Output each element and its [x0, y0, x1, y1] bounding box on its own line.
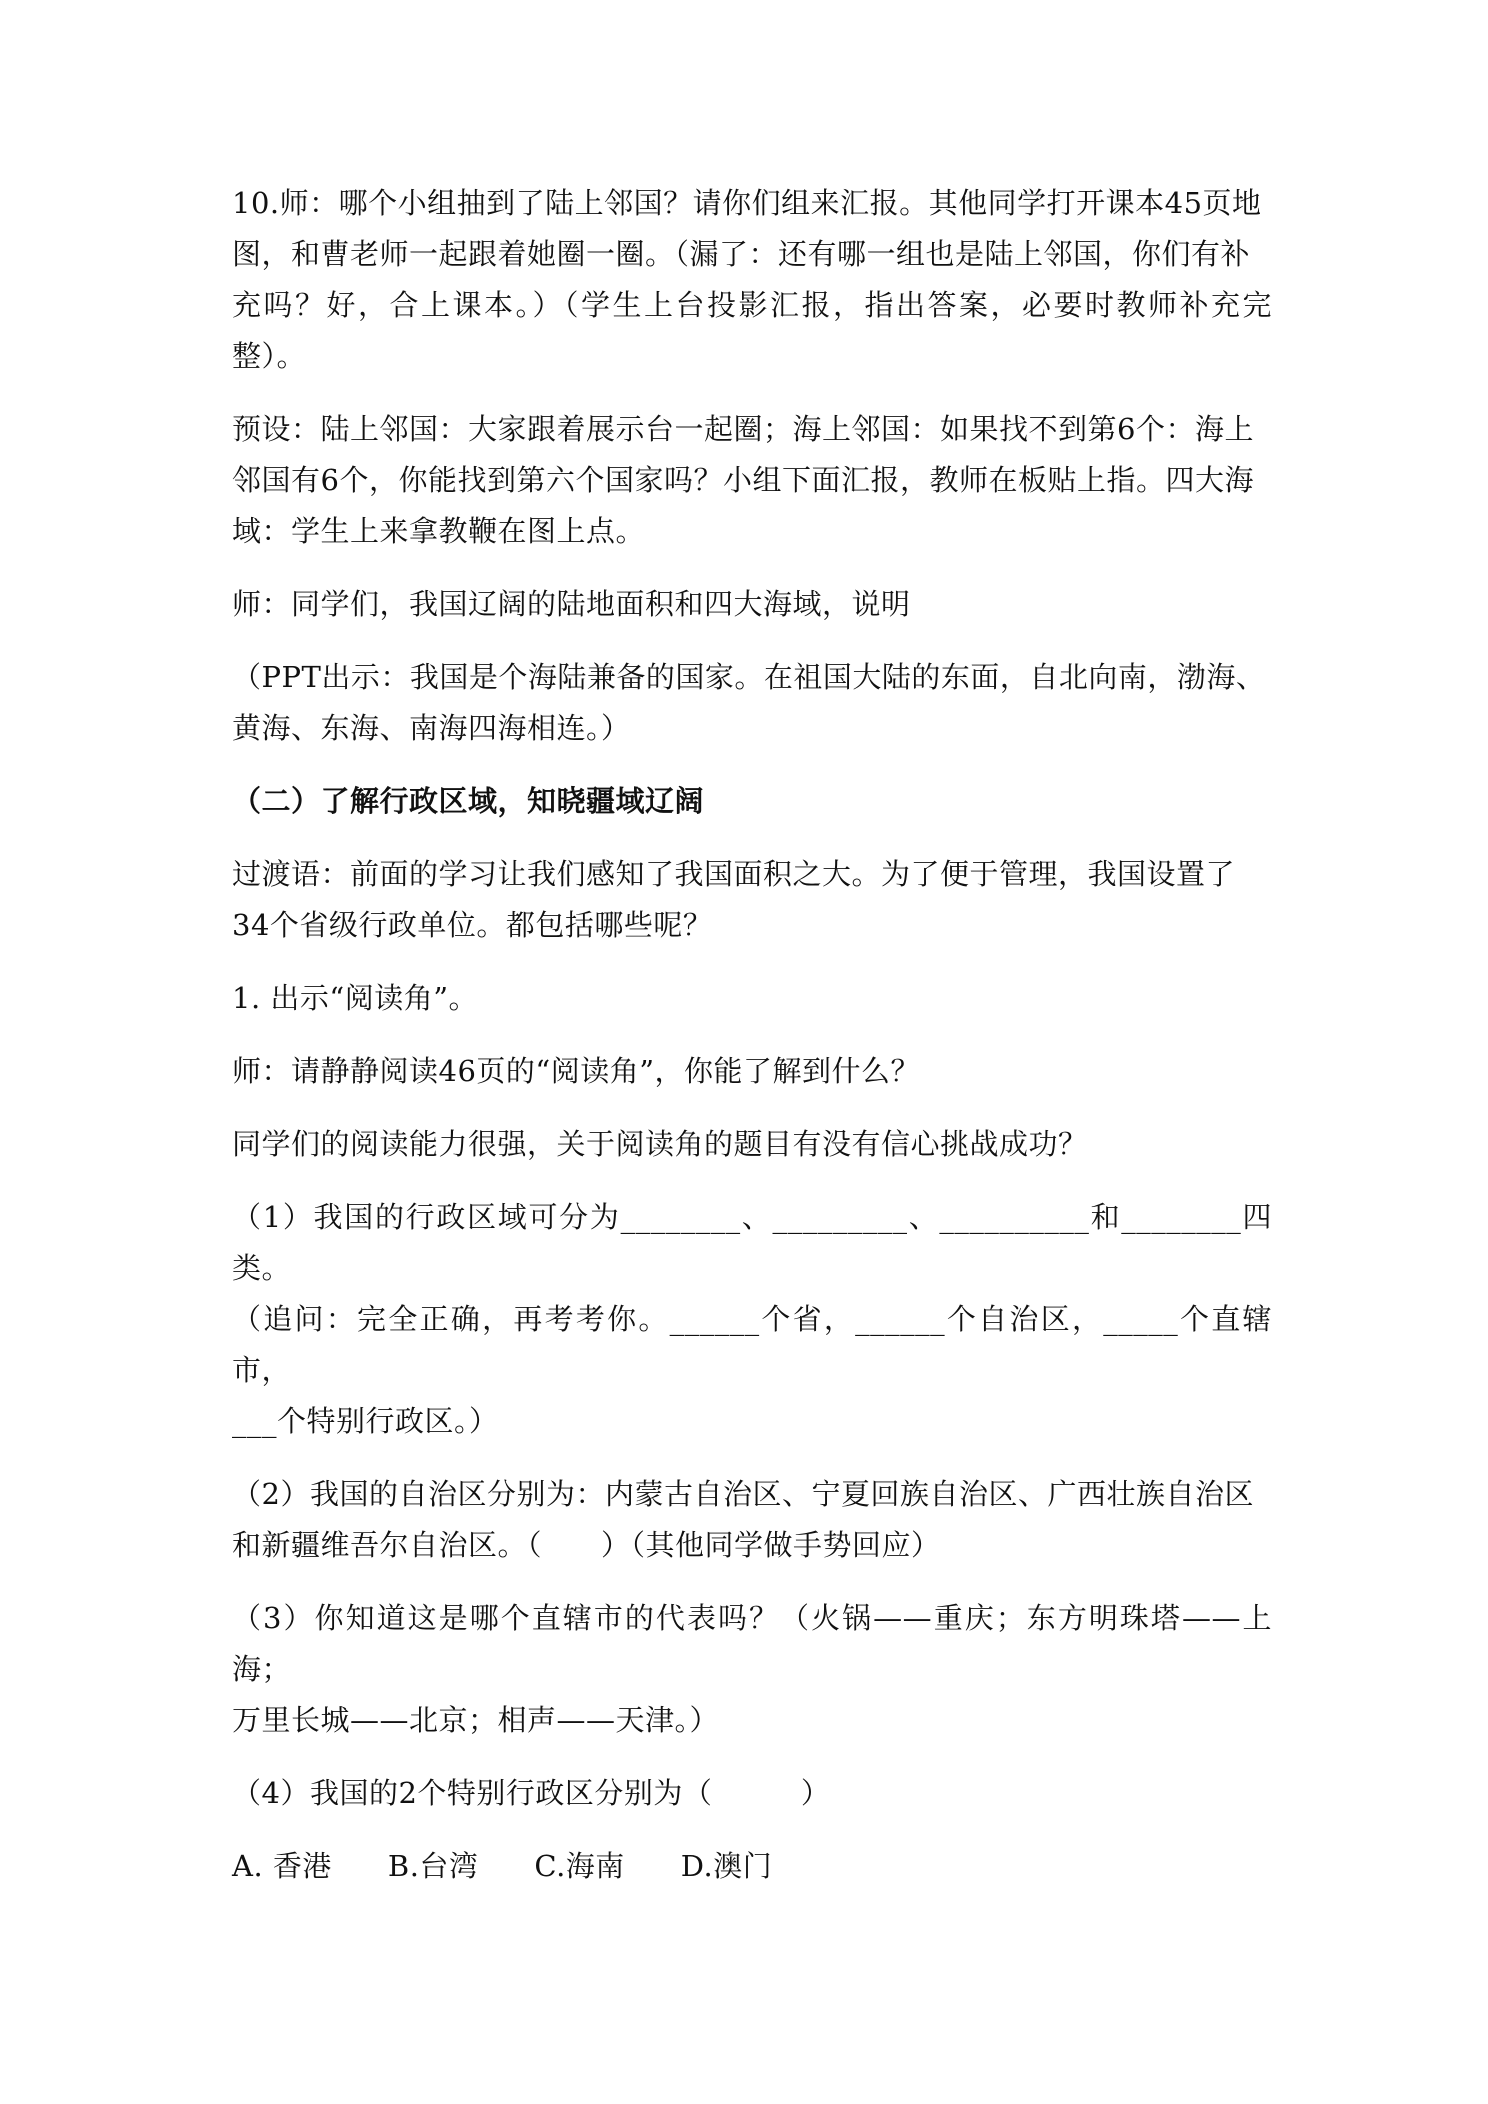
text-line: 同学们的阅读能力很强，关于阅读角的题目有没有信心挑战成功？ [232, 1127, 1088, 1161]
paragraph-preset [232, 404, 1272, 557]
question-3 [232, 1593, 1272, 1746]
paragraph-transition [232, 849, 1272, 951]
text-line: 域：学生上来拿教鞭在图上点。 [232, 514, 646, 548]
text-line: 黄海、东海、南海四海相连。） [232, 711, 631, 745]
text-line: 1. 出示“阅读角”。 [232, 981, 479, 1015]
question-4 [232, 1768, 1272, 1819]
text-line: （追问：完全正确，再考考你。______个省，______个自治区，_____个直辖市， [232, 1302, 1272, 1387]
document-page [232, 178, 1272, 1914]
text-line: 师：请静静阅读46页的“阅读角”，你能了解到什么？ [232, 1054, 921, 1088]
text-line: （1）我国的行政区域可分为________、_________、__________和________四类。 [232, 1200, 1272, 1285]
text-line: 预设：陆上邻国：大家跟着展示台一起圈；海上邻国：如果找不到第6个：海上 [232, 412, 1254, 446]
question-2 [232, 1469, 1272, 1571]
section-heading [232, 776, 1272, 827]
paragraph-step-1 [232, 973, 1272, 1024]
text-line: 和新疆维吾尔自治区。（ ）（其他同学做手势回应） [232, 1528, 941, 1562]
option-c: C.海南 [534, 1849, 625, 1883]
paragraph-teacher-summary [232, 579, 1272, 630]
text-line: 邻国有6个，你能找到第六个国家吗？小组下面汇报，教师在板贴上指。四大海 [232, 463, 1254, 497]
text-line: 师：同学们，我国辽阔的陆地面积和四大海域，说明 [232, 587, 911, 621]
paragraph-ppt [232, 652, 1272, 754]
paragraph-reading-prompt [232, 1046, 1272, 1097]
text-line: 充吗？好，合上课本。）（学生上台投影汇报，指出答案，必要时教师补充完整）。 [232, 288, 1272, 373]
paragraph-challenge [232, 1119, 1272, 1170]
option-a: A. 香港 [232, 1849, 332, 1883]
text-line: （3）你知道这是哪个直辖市的代表吗？（火锅——重庆；东方明珠塔——上海； [232, 1601, 1272, 1686]
text-line: ___个特别行政区。） [232, 1404, 499, 1438]
text-line: （PPT出示：我国是个海陆兼备的国家。在祖国大陆的东面，自北向南，渤海、 [232, 660, 1266, 694]
text-line: （2）我国的自治区分别为：内蒙古自治区、宁夏回族自治区、广西壮族自治区 [232, 1477, 1254, 1511]
answer-options [232, 1841, 1272, 1892]
paragraph-teacher-report [232, 178, 1272, 382]
text-line: 34个省级行政单位。都包括哪些呢？ [232, 908, 713, 942]
option-d: D.澳门 [680, 1849, 773, 1883]
option-b: B.台湾 [387, 1849, 479, 1883]
text-line: 图，和曹老师一起跟着她圈一圈。（漏了：还有哪一组也是陆上邻国，你们有补 [232, 237, 1251, 271]
question-1 [232, 1192, 1272, 1447]
text-line: 万里长城——北京；相声——天津。） [232, 1703, 720, 1737]
text-line: 过渡语：前面的学习让我们感知了我国面积之大。为了便于管理，我国设置了 [232, 857, 1236, 891]
text-line: （4）我国的2个特别行政区分别为（ ） [232, 1776, 831, 1810]
text-line: 10.师：哪个小组抽到了陆上邻国？请你们组来汇报。其他同学打开课本45页地 [232, 186, 1262, 220]
heading-text: （二）了解行政区域，知晓疆域辽阔 [232, 784, 705, 818]
